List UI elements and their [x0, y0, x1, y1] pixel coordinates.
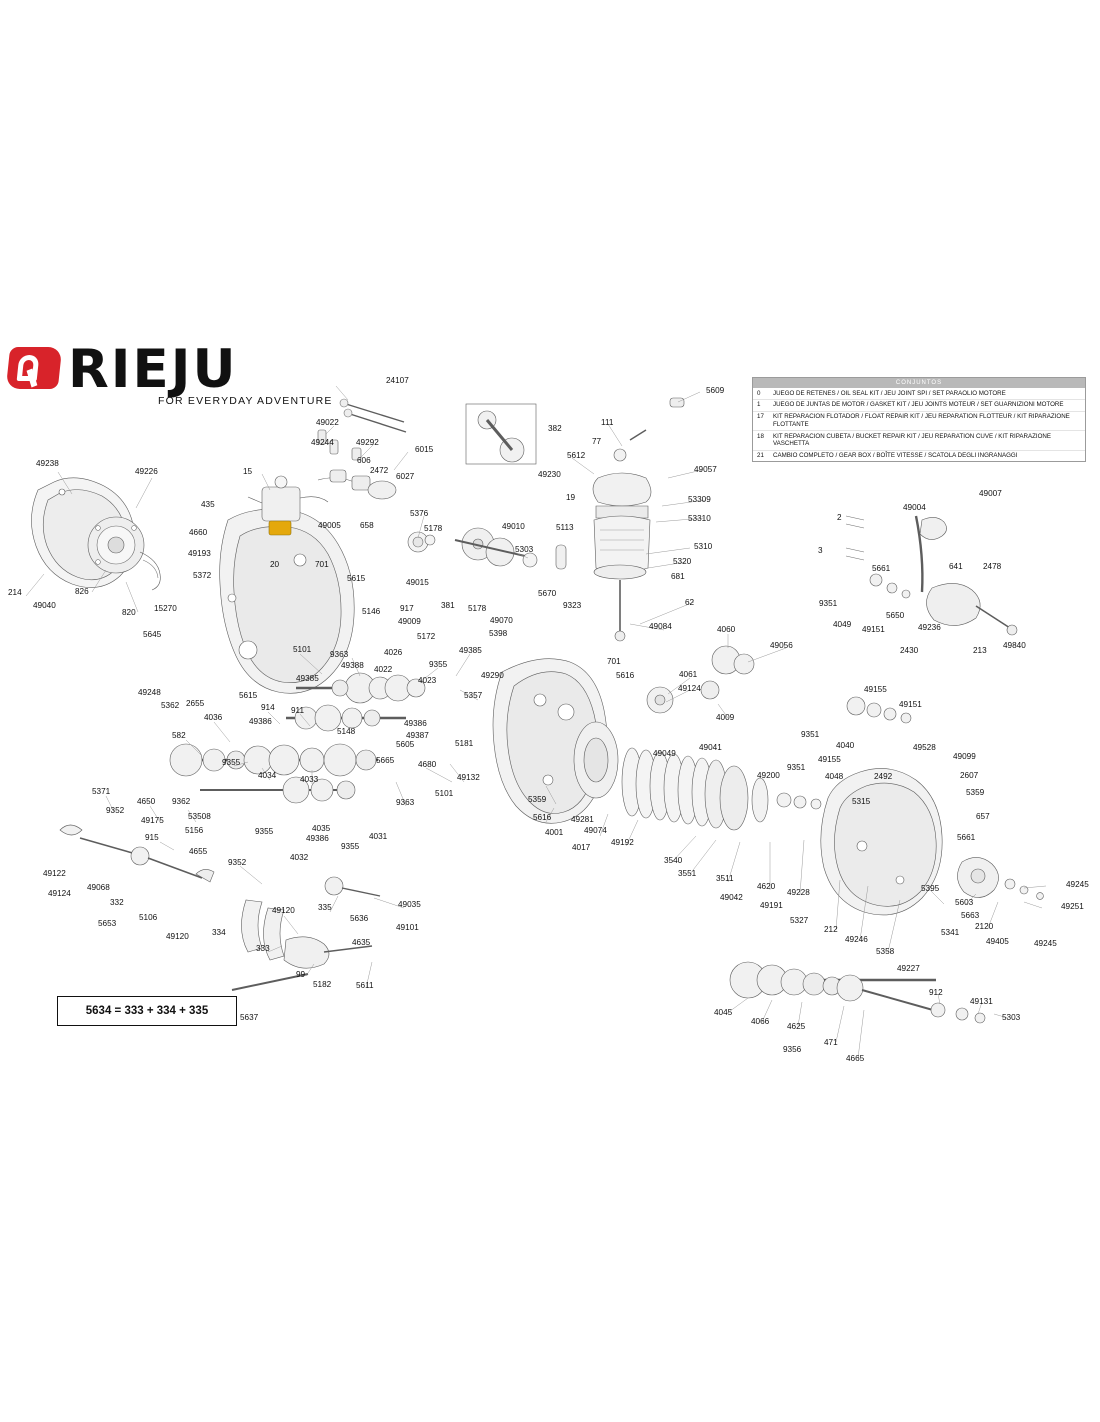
part-callout-label: 6015: [415, 445, 434, 454]
part-callout-label: 5315: [852, 797, 871, 806]
part-callout-label: 4009: [716, 713, 735, 722]
crankcase-half-left: [220, 509, 355, 693]
part-callout-label: 49244: [311, 438, 334, 447]
part-callout-label: 49120: [166, 932, 189, 941]
legend-box: [752, 377, 1086, 462]
part-callout-label: 49101: [396, 923, 419, 932]
part-callout-label: 4061: [679, 670, 698, 679]
part-callout-label: 212: [824, 925, 838, 934]
part-callout-label: 49840: [1003, 641, 1026, 650]
cylinder-head-stack: [593, 398, 684, 641]
part-callout-label: 4665: [846, 1054, 865, 1063]
part-callout-label: 5371: [92, 787, 111, 796]
part-callout-label: 49057: [694, 465, 717, 474]
part-callout-label: 5362: [161, 701, 180, 710]
part-callout-label: 4680: [418, 760, 437, 769]
part-callout-label: 9355: [222, 758, 241, 767]
part-callout-label: 2655: [186, 699, 205, 708]
part-callout-label: 49248: [138, 688, 161, 697]
part-callout-label: 912: [929, 988, 943, 997]
part-callout-label: 917: [400, 604, 414, 613]
legend-description: KIT REPARACION FLOTADOR / FLOAT REPAIR KIT / JEU REPARATION FLOTTEUR / KIT RIPARAZIONE FLOTTANTE: [773, 413, 1070, 428]
part-callout-label: 49056: [770, 641, 793, 650]
part-callout-label: 4033: [300, 775, 319, 784]
part-callout-label: 5178: [424, 524, 443, 533]
part-callout-label: 5615: [347, 574, 366, 583]
legend-number: 0: [757, 389, 761, 397]
part-callout-label: 5653: [98, 919, 117, 928]
part-callout-label: 49386: [404, 719, 427, 728]
part-callout-label: 9356: [783, 1045, 802, 1054]
part-callout-label: 15: [243, 467, 253, 476]
part-callout-label: 5359: [528, 795, 547, 804]
part-callout-label: 4635: [352, 938, 371, 947]
part-callout-label: 49042: [720, 893, 743, 902]
part-callout-label: 5665: [376, 756, 395, 765]
part-callout-label: 5661: [957, 833, 976, 842]
part-callout-label: 49228: [787, 888, 810, 897]
part-callout-label: 4620: [757, 882, 776, 891]
part-callout-label: 4049: [833, 620, 852, 629]
part-callout-label: 49245: [1034, 939, 1057, 948]
part-callout-label: 77: [592, 437, 602, 446]
legend-number: 17: [757, 413, 764, 420]
part-callout-label: 49200: [757, 771, 780, 780]
part-callout-label: 5320: [673, 557, 692, 566]
part-callout-label: 5327: [790, 916, 809, 925]
legend-description: JUEGO DE RETENES / OIL SEAL KIT / JEU JOINT SPI / SET PARAOLIO MOTORE: [773, 389, 1006, 397]
part-callout-label: 49004: [903, 503, 926, 512]
part-callout-label: 49124: [678, 684, 701, 693]
clutch-assembly: [574, 722, 821, 830]
part-callout-label: 2: [837, 513, 842, 522]
part-callout-label: 49230: [538, 470, 561, 479]
part-callout-label: 49191: [760, 901, 783, 910]
part-callout-label: 4036: [204, 713, 223, 722]
part-callout-label: 49005: [318, 521, 341, 530]
part-callout-label: 214: [8, 588, 22, 597]
part-callout-label: 9362: [172, 797, 191, 806]
part-callout-label: 49010: [502, 522, 525, 531]
part-callout-label: 5661: [872, 564, 891, 573]
part-callout-label: 5101: [435, 789, 454, 798]
part-callout-label: 9355: [429, 660, 448, 669]
part-callout-label: 5616: [533, 813, 552, 822]
part-callout-label: 4045: [714, 1008, 733, 1017]
part-callout-label: 111: [601, 418, 614, 427]
part-callout-label: 5148: [337, 727, 356, 736]
part-callout-label: 5615: [239, 691, 258, 700]
part-callout-label: 4034: [258, 771, 277, 780]
part-callout-label: 49386: [249, 717, 272, 726]
part-callout-label: 49099: [953, 752, 976, 761]
part-callout-label: 5663: [961, 911, 980, 920]
part-callout-label: 5181: [455, 739, 474, 748]
part-callout-label: 5636: [350, 914, 369, 923]
part-callout-label: 9352: [106, 806, 125, 815]
part-callout-label: 820: [122, 608, 136, 617]
part-callout-label: 49236: [918, 623, 941, 632]
part-callout-label: 9363: [396, 798, 415, 807]
part-callout-label: 435: [201, 500, 215, 509]
part-callout-label: 9355: [341, 842, 360, 851]
part-callout-label: 9352: [228, 858, 247, 867]
part-callout-label: 5603: [955, 898, 974, 907]
part-callout-label: 49132: [457, 773, 480, 782]
exhaust-stud-set: [318, 399, 406, 460]
brand-name: RIEJU: [68, 339, 238, 400]
part-callout-label: 5376: [410, 509, 429, 518]
part-callout-label: 19: [566, 493, 576, 502]
part-callout-label: 657: [976, 812, 990, 821]
part-callout-label: 381: [441, 601, 455, 610]
part-callout-label: 5670: [538, 589, 557, 598]
part-callout-label: 99: [296, 970, 306, 979]
part-callout-label: 4040: [836, 741, 855, 750]
part-callout-label: 5637: [240, 1013, 259, 1022]
part-callout-label: 49074: [584, 826, 607, 835]
legend-header: CONJUNTOS: [753, 378, 1085, 388]
part-callout-label: 681: [671, 572, 685, 581]
part-callout-label: 5605: [396, 740, 415, 749]
part-callout-label: 9351: [787, 763, 806, 772]
part-callout-label: 5172: [417, 632, 436, 641]
legend-description: CAMBIO COMPLETO / GEAR BOX / BOÎTE VITESSE / SCATOLA DEGLI INGRANAGGI: [773, 452, 1018, 459]
legend-description: JUEGO DE JUNTAS DE MOTOR / GASKET KIT / JEU JOINTS MOTEUR / SET GUARNIZIONI MOTORE: [773, 401, 1064, 409]
part-callout-label: 5395: [921, 884, 940, 893]
legend-row: [753, 399, 1085, 411]
part-callout-label: 49124: [48, 889, 71, 898]
part-callout-label: 49041: [699, 743, 722, 752]
part-callout-label: 20: [270, 560, 280, 569]
part-callout-label: 9351: [801, 730, 820, 739]
legend-row: [753, 388, 1085, 399]
part-callout-label: 2492: [874, 772, 893, 781]
part-callout-label: 4022: [374, 665, 393, 674]
part-callout-label: 49290: [481, 671, 504, 680]
part-callout-label: 5611: [356, 981, 374, 990]
part-callout-label: 701: [607, 657, 621, 666]
part-callout-label: 2430: [900, 646, 919, 655]
part-callout-label: 5156: [185, 826, 204, 835]
part-callout-label: 4060: [717, 625, 736, 634]
part-callout-label: 335: [318, 903, 332, 912]
part-callout-label: 49388: [341, 661, 364, 670]
part-callout-label: 4023: [418, 676, 437, 685]
part-callout-label: 915: [145, 833, 159, 842]
part-callout-label: 49405: [986, 937, 1009, 946]
part-callout-label: 49009: [398, 617, 421, 626]
part-callout-label: 9355: [255, 827, 274, 836]
part-callout-label: 4650: [137, 797, 156, 806]
part-callout-label: 49292: [356, 438, 379, 447]
part-callout-label: 5357: [464, 691, 483, 700]
part-callout-label: 53309: [688, 495, 711, 504]
part-callout-label: 49385: [296, 674, 319, 683]
part-callout-label: 471: [824, 1038, 838, 1047]
part-callout-label: 5616: [616, 671, 635, 680]
part-callout-label: 49387: [406, 731, 429, 740]
part-callout-label: 2478: [983, 562, 1002, 571]
part-callout-label: 49528: [913, 743, 936, 752]
part-callout-label: 5341: [941, 928, 960, 937]
pump-assembly-right: [957, 857, 1043, 899]
part-callout-label: 53508: [188, 812, 211, 821]
part-callout-label: 49246: [845, 935, 868, 944]
part-callout-label: 213: [973, 646, 987, 655]
part-callout-label: 5182: [313, 980, 332, 989]
part-callout-label: 49122: [43, 869, 66, 878]
part-callout-label: 3540: [664, 856, 683, 865]
part-callout-label: 826: [75, 587, 89, 596]
part-callout-label: 5612: [567, 451, 586, 460]
part-callout-label: 9363: [330, 650, 349, 659]
part-callout-label: 49070: [490, 616, 513, 625]
part-callout-label: 49120: [272, 906, 295, 915]
part-callout-label: 5359: [966, 788, 985, 797]
part-callout-label: 5113: [556, 523, 574, 532]
legend-description: KIT REPARACION CUBETA / BUCKET REPAIR KIT / JEU REPARATION CUVE / KIT RIPARAZIONE VASCHETTA: [773, 432, 1052, 448]
legend-number: 21: [757, 452, 764, 459]
output-shaft-gear-stack: [730, 962, 985, 1023]
part-callout-label: 5310: [694, 542, 713, 551]
part-callout-label: 49151: [899, 700, 922, 709]
part-callout-label: 2607: [960, 771, 979, 780]
part-callout-label: 641: [949, 562, 963, 571]
part-callout-label: 49007: [979, 489, 1002, 498]
part-callout-label: 49151: [862, 625, 885, 634]
part-callout-label: 49015: [406, 578, 429, 587]
part-callout-label: 5106: [139, 913, 158, 922]
part-callout-label: 49385: [459, 646, 482, 655]
part-callout-label: 49035: [398, 900, 421, 909]
part-callout-label: 3: [818, 546, 823, 555]
part-callout-label: 49226: [135, 467, 158, 476]
part-callout-label: 49192: [611, 838, 634, 847]
part-callout-label: 62: [685, 598, 695, 607]
part-callout-label: 5372: [193, 571, 212, 580]
part-callout-label: 3511: [716, 874, 734, 883]
part-callout-label: 5645: [143, 630, 162, 639]
part-callout-label: 49022: [316, 418, 339, 427]
part-callout-label: 9351: [819, 599, 838, 608]
part-callout-label: 5101: [293, 645, 312, 654]
part-callout-label: 5178: [468, 604, 487, 613]
part-equation-note: 5634 = 333 + 334 + 335: [57, 996, 237, 1026]
part-callout-label: 3551: [678, 869, 697, 878]
legend-number: 1: [757, 401, 761, 409]
legend-row: [753, 430, 1085, 450]
part-callout-label: 582: [172, 731, 186, 740]
part-callout-label: 4048: [825, 772, 844, 781]
part-callout-label: 911: [291, 706, 305, 715]
kickstarter-shift-lever-group: [846, 516, 1017, 635]
part-callout-label: 4066: [751, 1017, 770, 1026]
crankshaft-assembly: [408, 404, 566, 569]
part-callout-label: 5398: [489, 629, 508, 638]
part-callout-label: 49245: [1066, 880, 1089, 889]
part-callout-label: 4001: [545, 828, 564, 837]
part-callout-label: 914: [261, 703, 275, 712]
part-callout-label: 53310: [688, 514, 711, 523]
part-callout-label: 49155: [864, 685, 887, 694]
part-callout-label: 5609: [706, 386, 725, 395]
part-callout-label: 15270: [154, 604, 177, 613]
part-callout-label: 49193: [188, 549, 211, 558]
part-callout-label: 49040: [33, 601, 56, 610]
part-callout-label: 4031: [369, 832, 388, 841]
part-callout-label: 658: [360, 521, 374, 530]
part-callout-label: 49281: [571, 815, 594, 824]
part-callout-label: 4625: [787, 1022, 806, 1031]
part-callout-label: 606: [357, 456, 371, 465]
part-callout-label: 5358: [876, 947, 895, 956]
part-callout-label: 49238: [36, 459, 59, 468]
part-callout-label: 5303: [515, 545, 534, 554]
part-callout-label: 701: [315, 560, 329, 569]
part-callout-label: 49084: [649, 622, 672, 631]
part-callout-label: 49175: [141, 816, 164, 825]
part-callout-label: 2120: [975, 922, 994, 931]
part-callout-label: 49131: [970, 997, 993, 1006]
part-callout-label: 4026: [384, 648, 403, 657]
part-callout-label: 6027: [396, 472, 415, 481]
part-callout-label: 49049: [653, 749, 676, 758]
brand-tagline: FOR EVERYDAY ADVENTURE: [158, 395, 333, 407]
part-callout-label: 5650: [886, 611, 905, 620]
part-callout-label: 49068: [87, 883, 110, 892]
part-callout-label: 334: [212, 928, 226, 937]
part-callout-label: 49155: [818, 755, 841, 764]
legend-row: [753, 450, 1085, 462]
legend-number: 18: [757, 432, 764, 440]
part-callout-label: 5146: [362, 607, 381, 616]
part-callout-label: 49386: [306, 834, 329, 843]
part-callout-label: 332: [110, 898, 124, 907]
part-callout-label: 4032: [290, 853, 309, 862]
part-callout-label: 5303: [1002, 1013, 1021, 1022]
part-callout-label: 2472: [370, 466, 389, 475]
part-callout-label: 4017: [572, 843, 591, 852]
part-callout-label: 24107: [386, 376, 409, 385]
part-callout-label: 49227: [897, 964, 920, 973]
part-callout-label: 4035: [312, 824, 331, 833]
legend-row: [753, 411, 1085, 431]
primary-idler-gears: [647, 646, 754, 713]
part-callout-label: 333: [256, 944, 270, 953]
part-callout-label: 4655: [189, 847, 208, 856]
part-callout-label: 4660: [189, 528, 208, 537]
part-callout-label: 49251: [1061, 902, 1084, 911]
part-callout-label: 9323: [563, 601, 582, 610]
part-callout-label: 382: [548, 424, 562, 433]
